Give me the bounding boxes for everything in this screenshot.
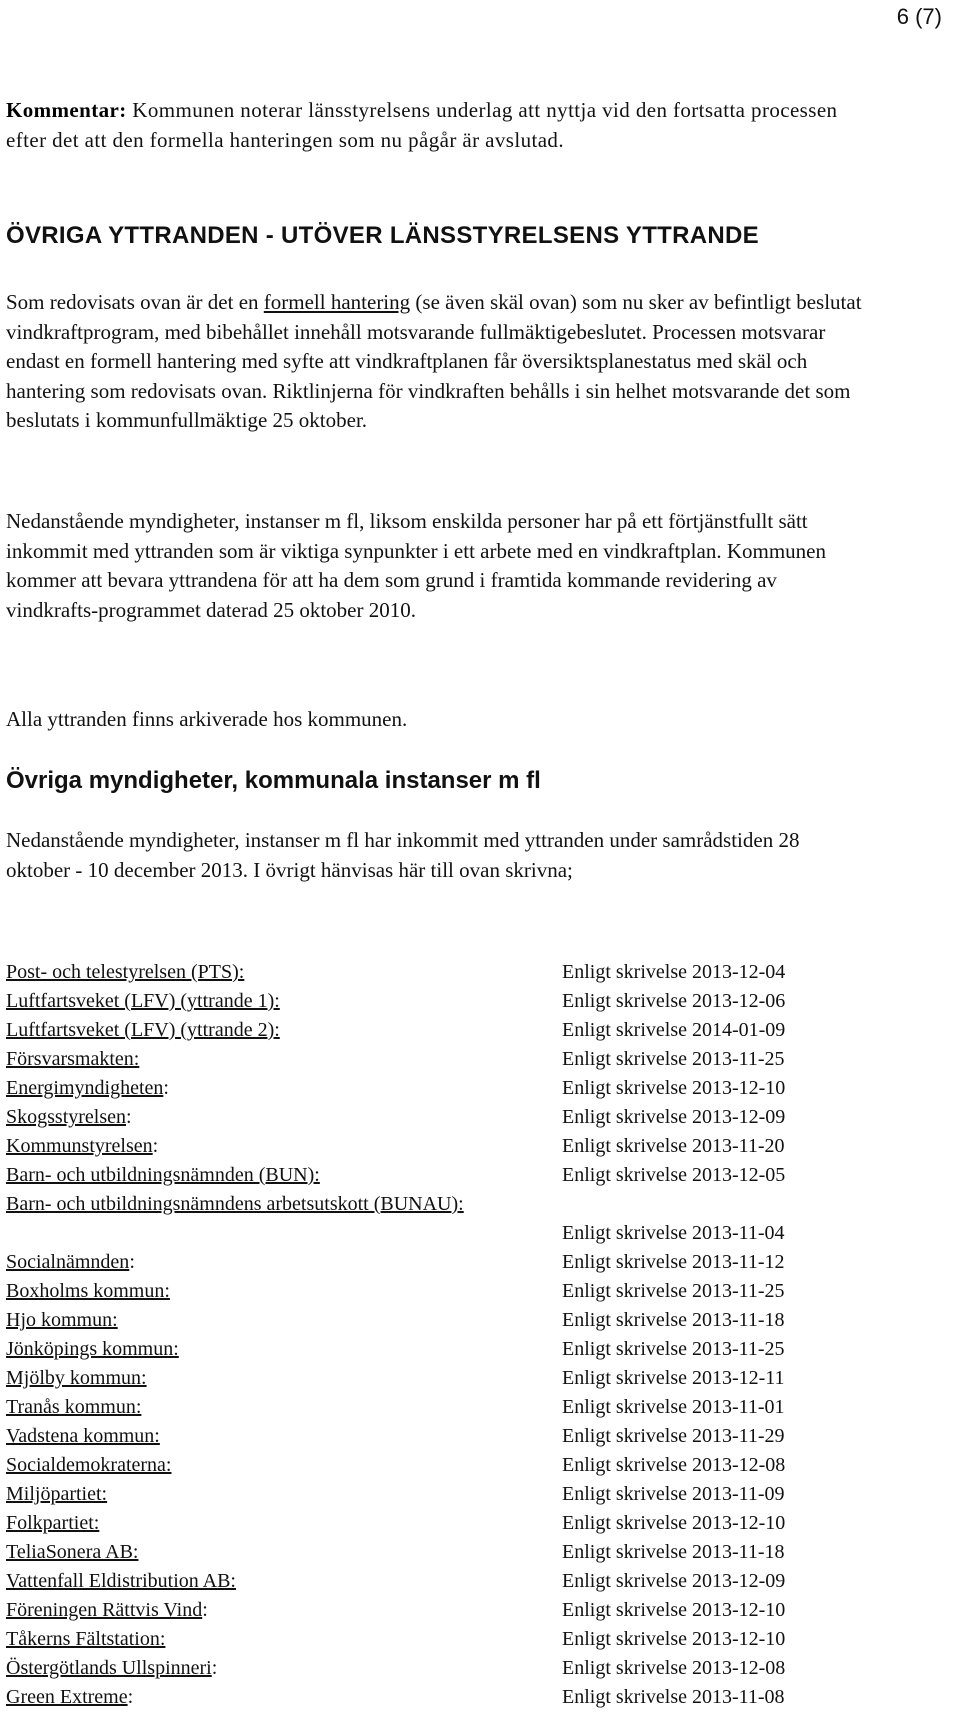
list-item — [6, 1306, 886, 1335]
yttrande-sender — [6, 1161, 562, 1190]
yttrande-sender — [6, 987, 562, 1016]
yttrande-sender-name: Vattenfall Eldistribution AB: — [6, 1570, 236, 1592]
yttrande-sender — [6, 1538, 562, 1567]
yttrande-date: Enligt skrivelse 2013-12-08 — [562, 1657, 786, 1679]
intro-after: (se även skäl ovan) som nu sker av befintligt beslutat vindkraftprogram, med bibehållet innehåll motsvarande fullmäktigebeslutet. Processen motsvarar endast en formell hantering med syfte att vindkraftplanen får översiktsplanestatus med skäl och hantering som redovisats ovan. Riktlinjerna för vindkraften behålls i sin helhet motsvarande det som beslutats i kommunfullmäktige 25 oktober. — [6, 290, 862, 432]
yttrande-sender — [6, 1654, 562, 1683]
yttrande-sender-name: Tåkerns Fältstation: — [6, 1628, 166, 1650]
yttrande-sender — [6, 1480, 562, 1509]
list-item — [6, 1248, 886, 1277]
yttrande-sender-name: Jönköpings kommun: — [6, 1338, 179, 1360]
intro-before: Som redovisats ovan är det en — [6, 290, 264, 314]
kommentar-text: Kommunen noterar länsstyrelsens underlag att nyttja vid den fortsatta processen efter det att den formella hanteringen som nu pågår är avslutad. — [6, 98, 838, 152]
yttrande-sender — [6, 1364, 562, 1393]
yttrande-sender-name: Green Extreme — [6, 1686, 128, 1708]
yttrande-sender-name: Hjo kommun: — [6, 1309, 118, 1331]
yttrande-sender-name: Kommunstyrelsen — [6, 1135, 153, 1157]
yttrande-sender — [6, 1393, 562, 1422]
kommentar-paragraph — [6, 96, 864, 155]
list-item — [6, 1364, 886, 1393]
yttrande-sender-name: Socialdemokraterna: — [6, 1454, 172, 1476]
yttrande-sender — [6, 1683, 562, 1712]
yttrande-date: Enligt skrivelse 2014-01-09 — [562, 1019, 786, 1041]
yttrande-date: Enligt skrivelse 2013-12-11 — [562, 1367, 785, 1389]
yttrande-sender — [6, 1306, 562, 1335]
list-item — [6, 1161, 886, 1190]
yttrande-sender — [6, 1596, 562, 1625]
yttrande-date: Enligt skrivelse 2013-11-09 — [562, 1483, 785, 1505]
yttrande-sender — [6, 1045, 562, 1074]
yttrande-sender-suffix: : — [129, 1251, 135, 1273]
intro-link-formell-hantering: formell hantering — [263, 290, 411, 314]
list-item — [6, 1509, 886, 1538]
yttrande-sender-suffix: : — [163, 1077, 169, 1099]
list-item — [6, 1016, 886, 1045]
list-item — [6, 1538, 886, 1567]
kommentar-label: Kommentar: — [6, 98, 127, 122]
yttrande-sender-name: Boxholms kommun: — [6, 1280, 170, 1302]
yttrande-sender — [6, 1132, 562, 1161]
yttrande-sender-name: Vadstena kommun: — [6, 1425, 160, 1447]
yttrande-sender-name: Energimyndigheten — [6, 1077, 164, 1099]
list-item — [6, 1596, 886, 1625]
yttrande-date: Enligt skrivelse 2013-11-01 — [562, 1396, 785, 1418]
yttrande-sender-suffix: : — [202, 1599, 208, 1621]
yttrande-date: Enligt skrivelse 2013-12-10 — [562, 1077, 786, 1099]
yttrande-sender — [6, 1625, 562, 1654]
yttrande-sender-name: TeliaSonera AB: — [6, 1541, 139, 1563]
paragraph-samradstiden: Nedanstående myndigheter, instanser m fl har inkommit med yttranden under samrådstiden 28 oktober - 10 december 2013. I övrigt hänvisas här till ovan skrivna; — [6, 828, 800, 882]
yttrande-sender — [6, 1451, 562, 1480]
yttrande-sender-suffix: : — [127, 1686, 134, 1708]
yttrande-sender-name: Luftfartsveket (LFV) (yttrande 1): — [6, 990, 280, 1012]
yttrande-date: Enligt skrivelse 2013-11-08 — [562, 1686, 785, 1708]
yttrande-date: Enligt skrivelse 2013-12-08 — [562, 1454, 786, 1476]
list-item — [6, 1654, 886, 1683]
yttranden-list — [6, 958, 886, 1712]
yttrande-date: Enligt skrivelse 2013-12-10 — [562, 1512, 786, 1534]
list-item — [6, 958, 886, 987]
yttrande-sender — [6, 958, 562, 987]
yttrande-sender — [6, 1103, 562, 1132]
yttrande-sender-suffix: : — [126, 1106, 132, 1128]
yttrande-date: Enligt skrivelse 2013-11-29 — [562, 1425, 785, 1447]
paragraph-arkiverade: Alla yttranden finns arkiverade hos kommunen. — [6, 707, 408, 731]
list-item — [6, 1132, 886, 1161]
list-item — [6, 1335, 886, 1364]
yttrande-date: Enligt skrivelse 2013-11-18 — [562, 1309, 785, 1331]
list-item — [6, 1625, 886, 1654]
yttrande-date: Enligt skrivelse 2013-11-04 — [562, 1222, 785, 1244]
list-item — [6, 1567, 886, 1596]
yttrande-date: Enligt skrivelse 2013-12-06 — [562, 990, 786, 1012]
yttrande-date: Enligt skrivelse 2013-12-05 — [562, 1164, 786, 1186]
list-item — [6, 1190, 886, 1248]
yttrande-date: Enligt skrivelse 2013-12-10 — [562, 1599, 786, 1621]
yttrande-sender-name: Tranås kommun: — [6, 1396, 142, 1418]
yttrande-sender-name: Östergötlands Ullspinneri — [6, 1657, 212, 1679]
list-item — [6, 1683, 886, 1712]
yttrande-sender-name: Luftfartsveket (LFV) (yttrande 2): — [6, 1019, 280, 1041]
yttrande-sender-name: Föreningen Rättvis Vind — [6, 1599, 203, 1621]
yttrande-date: Enligt skrivelse 2013-11-20 — [562, 1135, 785, 1157]
yttrande-sender — [6, 1248, 562, 1277]
yttrande-sender — [6, 1016, 562, 1045]
paragraph-nedanstaende: Nedanstående myndigheter, instanser m fl, liksom enskilda personer har på ett förtjänstfullt sätt inkommit med yttranden som är viktiga synpunkter i ett arbete med en vindkraftplan. Kommunen kommer att bevara yttrandena för att ha dem som grund i framtida kommande revidering av vindkrafts-programmet daterad 25 oktober 2010. — [6, 509, 826, 622]
yttrande-sender-name: Skogsstyrelsen — [6, 1106, 126, 1128]
list-item — [6, 1045, 886, 1074]
yttrande-sender-name: Barn- och utbildningsnämndens arbetsutskott (BUNAU): — [6, 1193, 464, 1215]
yttrande-date: Enligt skrivelse 2013-11-12 — [562, 1251, 785, 1273]
yttrande-sender-name: Socialnämnden — [6, 1251, 130, 1273]
heading-ovriga-myndigheter: Övriga myndigheter, kommunala instanser m fl — [6, 767, 541, 794]
intro-paragraph — [6, 288, 864, 436]
page-number: 6 (7) — [896, 4, 942, 29]
yttrande-sender — [6, 1335, 562, 1364]
yttrande-date: Enligt skrivelse 2013-12-09 — [562, 1106, 786, 1128]
yttrande-sender-name: Miljöpartiet: — [6, 1483, 108, 1505]
yttrande-date: Enligt skrivelse 2013-11-25 — [562, 1048, 785, 1070]
list-item — [6, 1393, 886, 1422]
yttrande-sender — [6, 1277, 562, 1306]
list-item — [6, 1451, 886, 1480]
yttrande-sender — [6, 1567, 562, 1596]
yttrande-sender — [6, 1509, 562, 1538]
yttrande-sender-name: Folkpartiet: — [6, 1512, 100, 1534]
list-item — [6, 1074, 886, 1103]
yttrande-date: Enligt skrivelse 2013-12-09 — [562, 1570, 786, 1592]
list-item — [6, 1480, 886, 1509]
list-item — [6, 1277, 886, 1306]
heading-ovriga-yttranden: ÖVRIGA YTTRANDEN - UTÖVER LÄNSSTYRELSENS YTTRANDE — [6, 222, 759, 249]
list-item — [6, 987, 886, 1016]
yttrande-date: Enligt skrivelse 2013-11-25 — [562, 1338, 785, 1360]
yttrande-date: Enligt skrivelse 2013-12-04 — [562, 961, 786, 983]
yttrande-sender-name: Post- och telestyrelsen (PTS): — [6, 961, 245, 983]
list-item — [6, 1103, 886, 1132]
yttrande-sender-suffix: : — [211, 1657, 218, 1679]
yttrande-date: Enligt skrivelse 2013-11-18 — [562, 1541, 785, 1563]
yttrande-date: Enligt skrivelse 2013-11-25 — [562, 1280, 785, 1302]
list-item — [6, 1422, 886, 1451]
yttrande-sender — [6, 1422, 562, 1451]
yttrande-sender-name: Mjölby kommun: — [6, 1367, 147, 1389]
yttrande-sender — [6, 1074, 562, 1103]
yttrande-sender-name: Försvarsmakten: — [6, 1048, 140, 1070]
yttrande-sender — [6, 1190, 562, 1248]
yttrande-sender-name: Barn- och utbildningsnämnden (BUN): — [6, 1164, 320, 1186]
yttrande-date: Enligt skrivelse 2013-12-10 — [562, 1628, 786, 1650]
yttrande-sender-suffix: : — [152, 1135, 159, 1157]
